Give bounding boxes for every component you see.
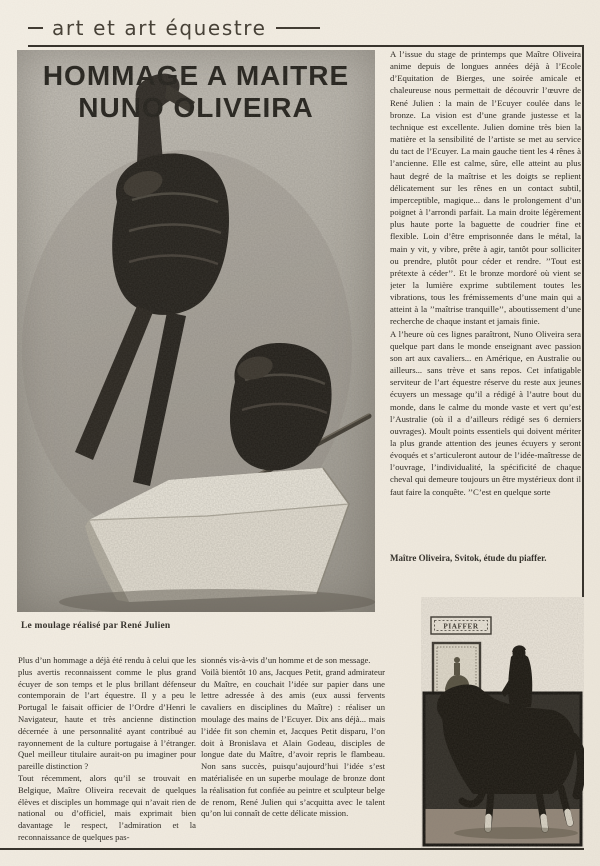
- article-title-line1: HOMMAGE A MAITRE: [42, 60, 350, 91]
- paragraph: sionnés vis-à-vis d’un homme et de son message.: [201, 655, 371, 665]
- bottom-rule: [0, 848, 584, 850]
- paragraph: A l’heure où ces lignes paraîtront, Nuno Oliveira sera quelque part dans le monde enseignant avec passion son art aux cavaliers... en Amérique, en Australie ou ailleurs... sans trève et sans repos. Cet infatigable serviteur de l’art équestre réserve du reste aux jeunes écuyers un message qu’il a rédigé à l’autre bout du monde, dans le calme du monde vaste et vert qu’est l’Australie (où il a d’ailleurs rédigé ses 6 derniers ouvrages). Moult points essentiels qui doivent mériter la plus grande attention des jeunes écuyers y seront évoqués et s’articuleront autour de l’idée-maîtresse de l’ouvrage, l’individualité, la spécificité de chaque cheval qui demeure toujours un être mystérieux dont il faut faire la conquête. ’’C’est en quelque sorte: [390, 328, 581, 497]
- top-rule: [28, 45, 584, 47]
- right-text-column: [390, 48, 581, 550]
- paragraph: Tout récemment, alors qu’il se trouvait en Belgique, Maître Oliveira recevait de quelques élèves et disciples un hommage qui n’avait rien de national ou d’officiel, mais exprimait bien davantage le respect, l’admiration et la reconnaissance de quelques pas-: [18, 772, 196, 842]
- piaffer-sign-group: [431, 617, 491, 634]
- piaffer-sign-label: PIAFFER: [443, 622, 479, 631]
- article-title: [17, 60, 375, 124]
- bottom-left-column: [18, 655, 196, 846]
- bronze-hands-photo: [17, 50, 375, 612]
- main-photo-caption: Le moulage réalisé par René Julien: [21, 621, 171, 631]
- paragraph: A l’issue du stage de printemps que Maître Oliveira anime depuis de longues années déjà à l’Ecole d’Equitation de Bierges, une soirée amicale et chaleureuse nous permettait de découvrir l’œuvre de René Julien : la main de l’Ecuyer coulée dans le bronze. La vision est d’une grande justesse et la technique est excellente. Julien domine très bien la matière et la sensibilité de l’artiste se met au service du tact de l’Ecuyer. La main gauche tient les 4 rênes à l’ancienne. Elle est calme, sûre, elle atteint au plus haut degré de la maîtrise et les doigts se replient délicatement sur les rênes en un contact subtil, imperceptible, magique... dans le prolongement d’un poignet à l’arrondi parfait. La main droite légèrement plus haute porte la baguette de coudrier fine et flexible. Loin d’être emprisonnée dans le métal, la main y vit, y vibre, prête à agir, tantôt pour solliciter ou prendre, plutôt pour céder et rendre. ’’Tout est prétexte à céder’’. Et le bronze mordoré où vient se jeter la lumière exprime subtilement toutes les vibrations, tous les frémissements d’une main qui a atteint à la ’’maîtrise tranquille’’, aboutissement d’une recherche de chaque instant et jamais finie.: [390, 49, 581, 327]
- header-left-dash: [28, 27, 43, 29]
- section-title: art et art équestre: [52, 16, 267, 40]
- bottom-middle-column: [201, 655, 385, 846]
- paragraph: Voilà bientôt 10 ans, Jacques Petit, grand admirateur du Maître, en couchait l’idée sur papier dans une lettre adressée à des amis (eux aussi fervents cavaliers en disciplines du Maître) : réaliser un moulage des mains de l’Ecuyer. Dix ans déjà... mais l’idée fit son chemin et, Jacques Petit disparu, l’on doit à Bronislava et Alain Godeau, disciples de longue date du Maître, d’avoir repris le flambeau. Non sans succès, puisqu’aujourd’hui l’idée s’est matérialisée en un superbe moulage de bronze dont la réalisation fut confiée au peintre et sculpteur belge de renom, René Julien qui s’acquitta avec le talent qu’on lui connaît de cette délicate mission.: [201, 666, 385, 819]
- paragraph: Plus d’un hommage a déjà été rendu à celui que les plus avertis reconnaissent comme le plus grand écuyer de son temps et le plus brillant défenseur contemporain de l’art équestre. Il y a peu le Portugal le faisait officier de l’Ordre d’Henri le Navigateur, haute et très ancienne distinction décernée à une personnalité ayant contribué au rayonnement de la culture portugaise à l’étranger. Quel meilleur titulaire aurait-on pu imaginer pour pareille distinction ?: [18, 655, 196, 772]
- header-right-line: [276, 27, 320, 29]
- piaffer-photo-illustration: [421, 597, 584, 848]
- piaffer-photo: [421, 597, 584, 848]
- bronze-hands-illustration: [17, 50, 375, 612]
- article-title-line2: NUNO OLIVEIRA: [78, 92, 314, 123]
- section-header: [28, 16, 320, 40]
- piaffer-photo-caption: Maître Oliveira, Svitok, étude du piaffer.: [390, 553, 547, 563]
